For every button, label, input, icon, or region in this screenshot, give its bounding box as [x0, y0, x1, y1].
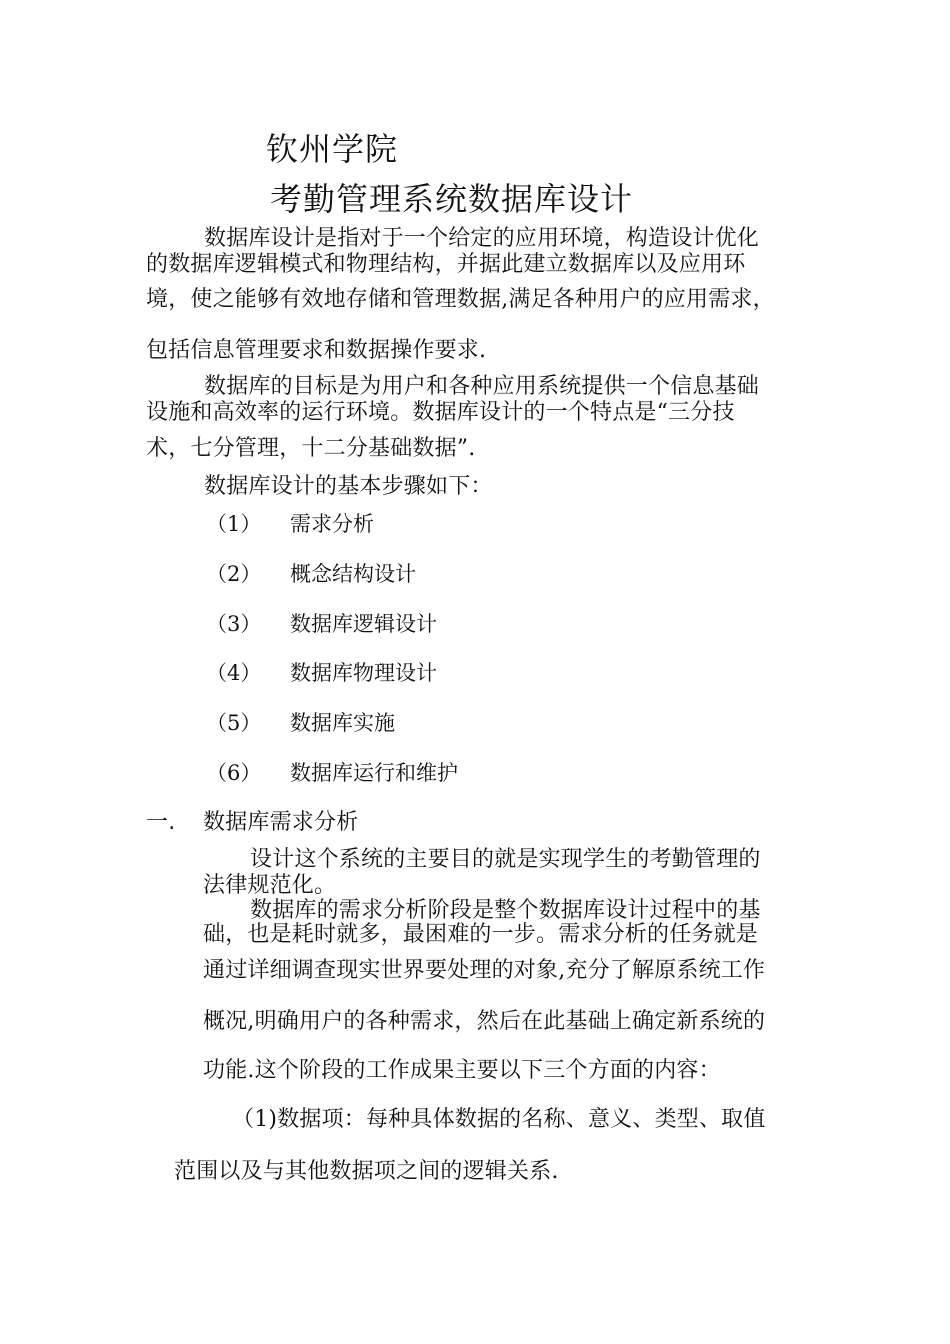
text-line: 包括信息管理要求和数据操作要求. [146, 338, 487, 363]
steps-intro: 数据库设计的基本步骤如下： [204, 474, 493, 499]
text-line: 设施和高效率的运行环境。数据库设计的一个特点是“三分技 [146, 400, 735, 425]
step-number: （6） [206, 761, 262, 785]
text-line: 数据库设计是指对于一个给定的应用环境，构造设计优化 [204, 226, 760, 251]
text-line: 境，使之能够有效地存储和管理数据,满足各种用户的应用需求， [146, 287, 775, 312]
text-line: 的数据库逻辑模式和物理结构，并据此建立数据库以及应用环 [146, 252, 746, 277]
step-number: （4） [206, 661, 262, 685]
section-title: 数据库需求分析 [203, 810, 359, 835]
text-line: 础，也是耗时就多，最困难的一步。需求分析的任务就是 [203, 922, 759, 947]
text-line: 数据库的需求分析阶段是整个数据库设计过程中的基 [250, 898, 761, 923]
step-number: （1） [206, 512, 262, 536]
step-label: 数据库实施 [290, 711, 395, 735]
school-name: 钦州学院 [266, 130, 399, 168]
step-number: （2） [206, 562, 262, 586]
step-label: 数据库逻辑设计 [290, 612, 437, 636]
text-line: 设计这个系统的主要目的就是实现学生的考勤管理的 [250, 847, 761, 872]
text-line: 概况,明确用户的各种需求，然后在此基础上确定新系统的 [203, 1009, 766, 1034]
step-label: 数据库物理设计 [290, 661, 437, 685]
text-line: 法律规范化。 [203, 873, 337, 898]
text-line: 功能.这个阶段的工作成果主要以下三个方面的内容： [203, 1058, 721, 1083]
section-number: 一. [146, 810, 176, 835]
text-line: 通过详细调查现实世界要处理的对象,充分了解原系统工作 [203, 958, 766, 983]
step-number: （5） [206, 711, 262, 735]
text-line: （1)数据项：每种具体数据的名称、意义、类型、取值 [232, 1107, 766, 1132]
text-line: 范围以及与其他数据项之间的逻辑关系. [174, 1159, 559, 1184]
step-label: 数据库运行和维护 [290, 761, 458, 785]
text-line: 术，七分管理，十二分基础数据”. [146, 436, 476, 461]
step-label: 需求分析 [290, 512, 374, 536]
document-title: 考勤管理系统数据库设计 [270, 180, 634, 218]
step-label: 概念结构设计 [290, 562, 416, 586]
text-line: 数据库的目标是为用户和各种应用系统提供一个信息基础 [204, 374, 760, 399]
step-number: （3） [206, 612, 262, 636]
